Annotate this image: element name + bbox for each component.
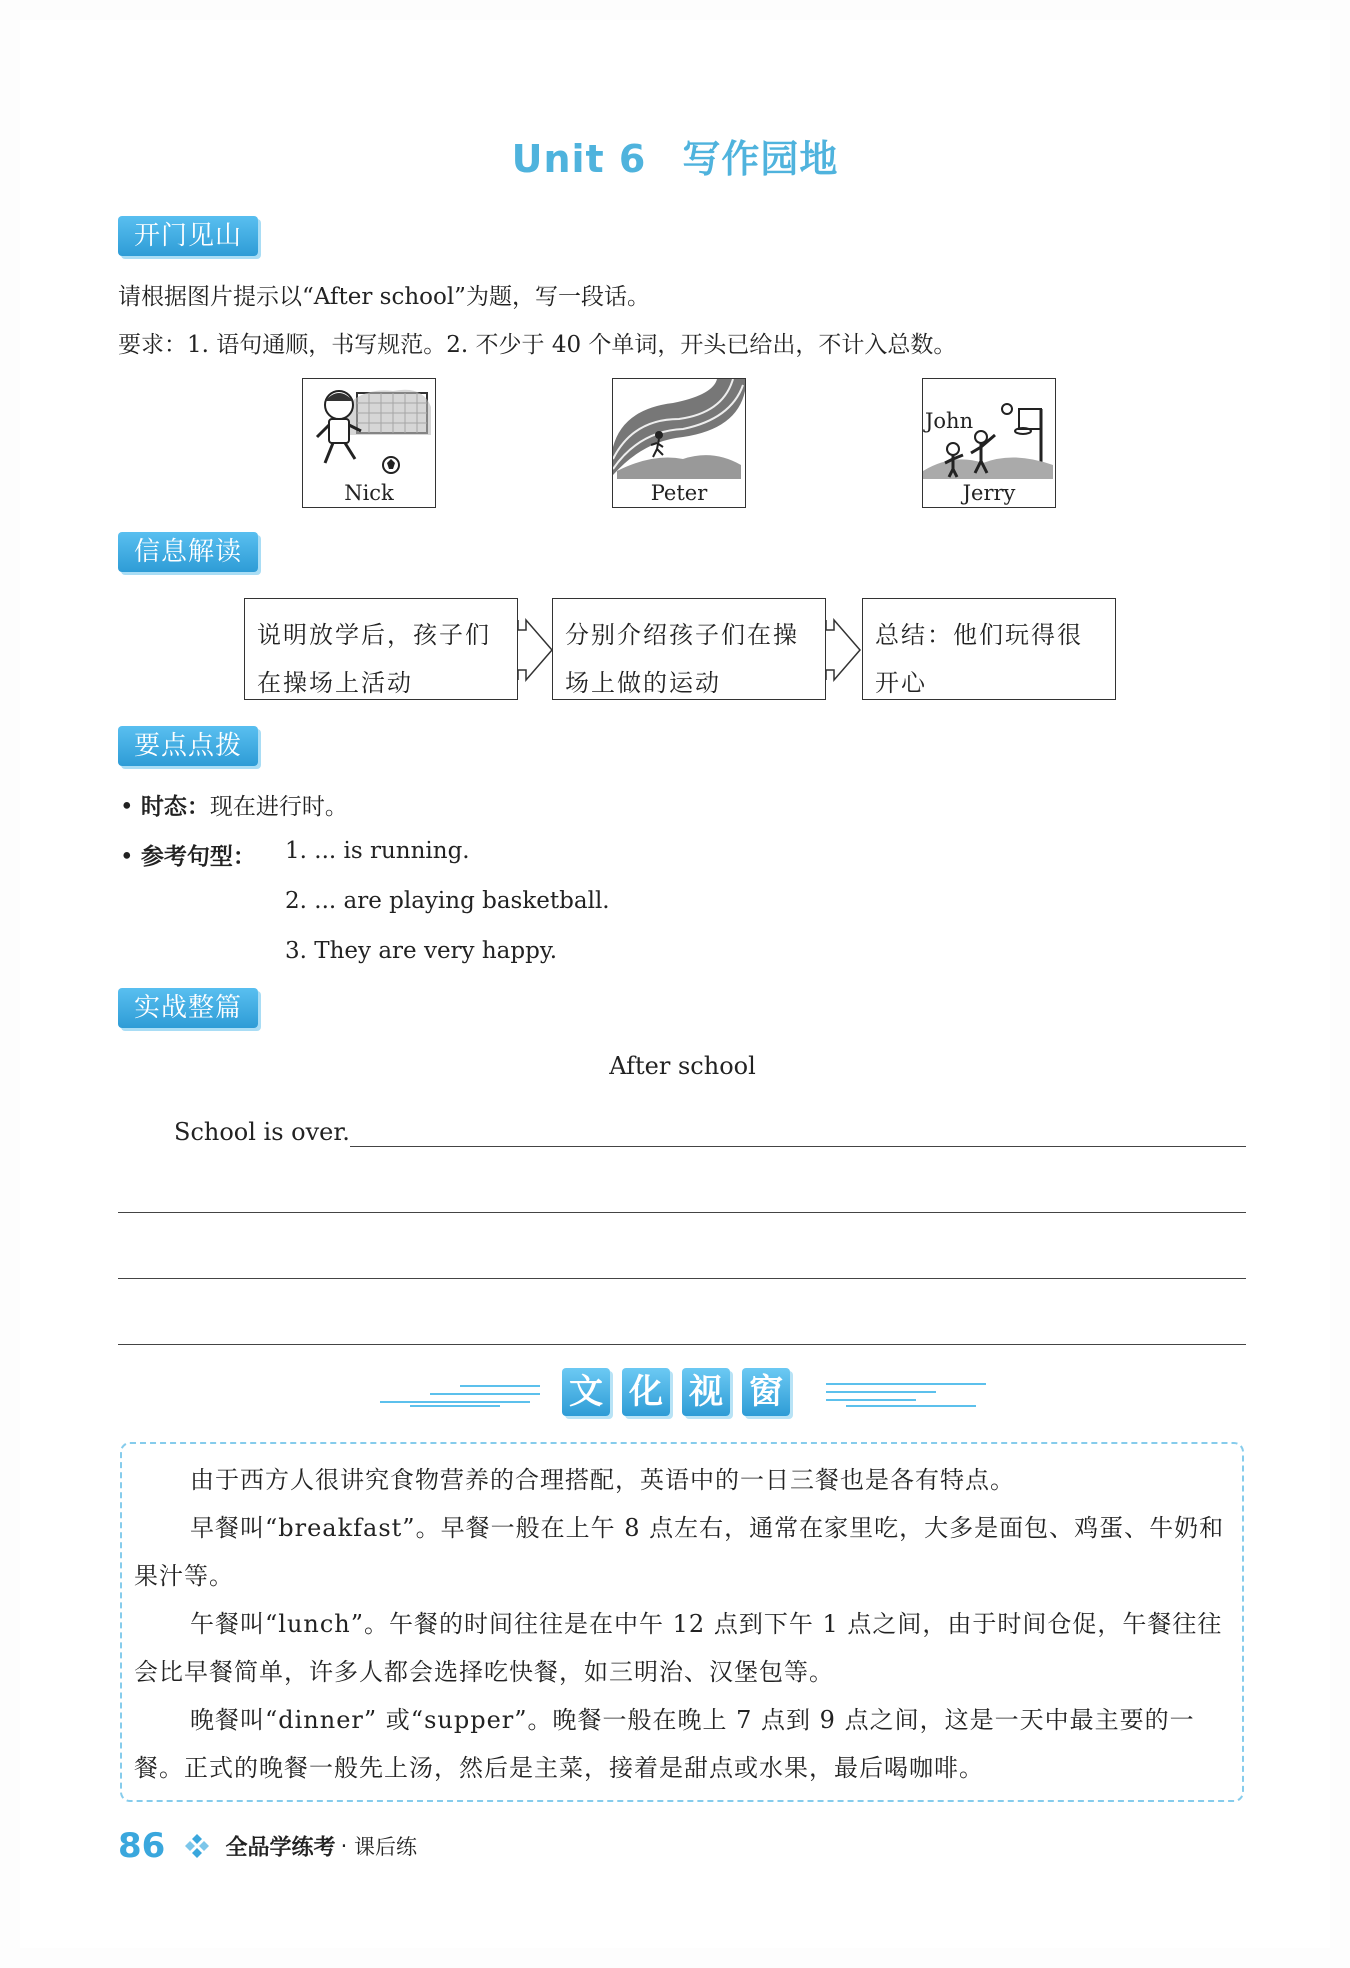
culture-paragraph-2: 早餐叫“breakfast”。早餐一般在上午 8 点左右，通常在家里吃，大多是面包、鸡蛋、牛奶和果汁等。	[134, 1514, 1225, 1590]
picture-caption-john: John	[925, 409, 974, 433]
picture-caption-nick: Nick	[344, 481, 394, 505]
culture-char-1: 文	[562, 1368, 610, 1416]
picture-peter	[612, 378, 746, 508]
culture-header	[0, 1368, 1350, 1424]
picture-nick	[302, 378, 436, 508]
culture-paragraph-3: 午餐叫“lunch”。午餐的时间往往是在中午 12 点到下午 1 点之间，由于时间仓促，午餐往往会比早餐简单，许多人都会选择吃快餐，如三明治、汉堡包等。	[134, 1610, 1223, 1686]
culture-char-2: 化	[622, 1368, 670, 1416]
picture-john-jerry	[922, 378, 1056, 508]
pattern-label: 参考句型：	[140, 844, 256, 870]
pattern-sentence-1: 1. ... is running.	[285, 838, 470, 864]
writing-line[interactable]	[118, 1278, 1246, 1279]
tense-point	[120, 788, 348, 821]
bullet-dot-icon: •	[120, 844, 141, 870]
pattern-sentence-3: 3. They are very happy.	[285, 938, 558, 964]
page-title	[0, 128, 1350, 183]
bullet-dot-icon: •	[120, 794, 141, 820]
book-title: 全品学练考	[225, 1835, 336, 1861]
decor-lines-right	[826, 1378, 986, 1408]
writing-line[interactable]	[118, 1344, 1246, 1345]
writing-line[interactable]	[350, 1146, 1246, 1147]
tense-label: 时态：	[140, 794, 210, 820]
flow-step-2: 分别介绍孩子们在操场上做的运动	[552, 598, 826, 700]
pattern-sentence-2: 2. ... are playing basketball.	[285, 888, 610, 914]
decor-lines-left	[380, 1378, 540, 1408]
culture-paragraph-4: 晚餐叫“dinner” 或“supper”。晚餐一般在晚上 7 点到 9 点之间，这是一天中最主要的一餐。正式的晚餐一般先上汤，然后是主菜，接着是甜点或水果，最后喝咖啡。	[134, 1706, 1195, 1782]
flow-arrow-icon	[824, 618, 862, 682]
footer-dot: ·	[340, 1834, 354, 1858]
writing-start: School is over.	[174, 1118, 350, 1146]
section-tag-key-points: 要点点拨	[118, 726, 258, 766]
flow-arrow-icon	[516, 618, 554, 682]
writing-line[interactable]	[118, 1212, 1246, 1213]
section-tag-practice: 实战整篇	[118, 988, 258, 1028]
book-subtitle: 课后练	[353, 1835, 417, 1859]
picture-caption-peter: Peter	[650, 481, 708, 505]
tense-value: 现在进行时。	[209, 794, 348, 820]
pattern-point	[120, 838, 256, 871]
page-footer	[118, 1826, 417, 1866]
flow-step-1: 说明放学后，孩子们在操场上活动	[244, 598, 518, 700]
picture-caption-jerry: Jerry	[962, 481, 1016, 505]
diamond-cluster-icon	[184, 1833, 210, 1859]
instruction-line-1: 请根据图片提示以“After school”为题，写一段话。	[118, 284, 650, 310]
page-number: 86	[118, 1826, 166, 1866]
culture-paragraph-1: 由于西方人很讲究食物营养的合理搭配，英语中的一日三餐也是各有特点。	[190, 1466, 1015, 1494]
writing-title: After school	[609, 1052, 756, 1080]
section-tag-opening: 开门见山	[118, 216, 258, 256]
instruction-line-2: 要求：1. 语句通顺，书写规范。2. 不少于 40 个单词，开头已给出，不计入总数。	[118, 332, 957, 358]
culture-char-4: 窗	[742, 1368, 790, 1416]
flow-step-3: 总结：他们玩得很开心	[862, 598, 1116, 700]
section-tag-analysis: 信息解读	[118, 532, 258, 572]
culture-char-3: 视	[682, 1368, 730, 1416]
unit-name: 写作园地	[682, 137, 839, 181]
unit-label: Unit 6	[511, 137, 647, 181]
